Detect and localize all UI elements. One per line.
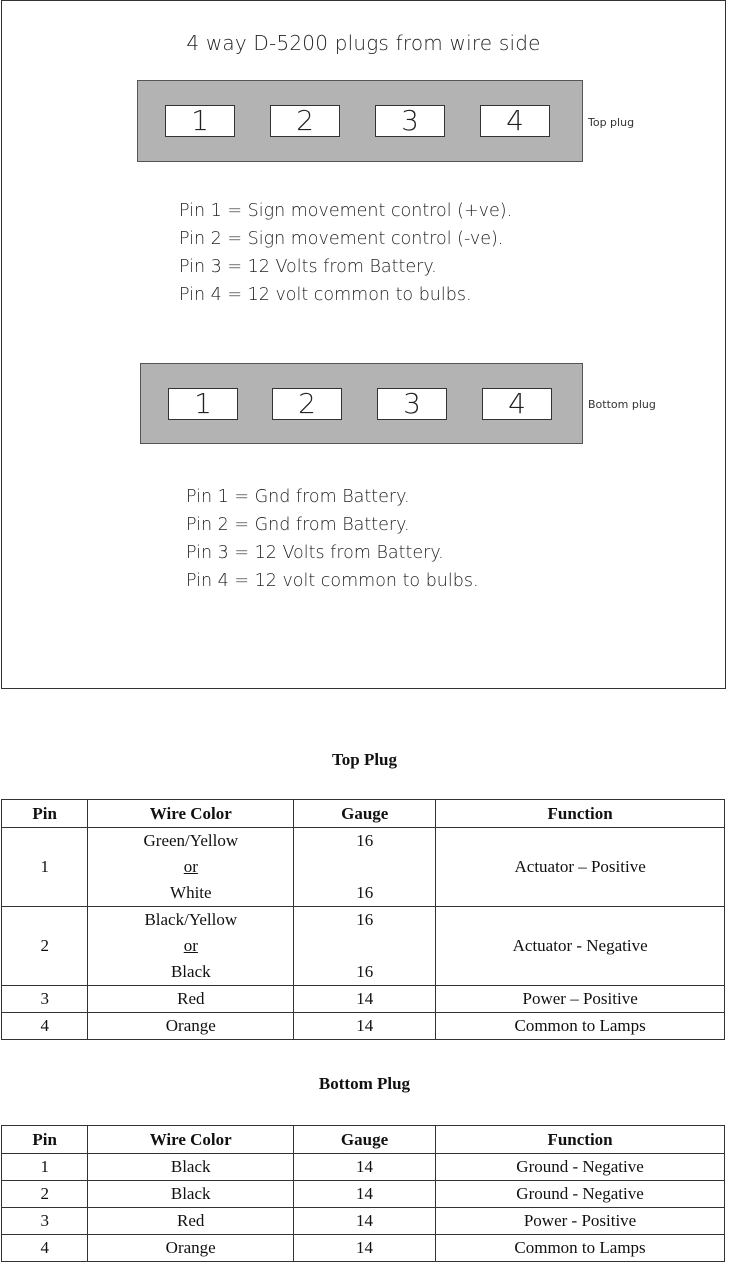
cell-wire-color: Red: [88, 1208, 294, 1235]
header-function: Function: [436, 1126, 725, 1154]
cell-pin: 1: [2, 1154, 88, 1181]
gauge-value: 16: [356, 883, 374, 902]
table-row: [2, 986, 725, 1013]
cell-wire-color: Black: [88, 1181, 294, 1208]
cell-pin: 3: [2, 1208, 88, 1235]
header-wire-color: Wire Color: [88, 800, 294, 828]
table-row: [2, 907, 725, 986]
bottom-plug-desc-3: Pin 3 = 12 Volts from Battery.: [186, 543, 444, 563]
or-separator: or: [183, 857, 198, 876]
cell-gauge: 14: [293, 1235, 435, 1262]
header-pin: Pin: [2, 1126, 88, 1154]
cell-gauge: 14: [294, 986, 436, 1013]
top-plug-table: [1, 799, 725, 1040]
bottom-plug-pin-4: 4: [482, 388, 552, 420]
header-gauge: Gauge: [294, 800, 436, 828]
bottom-plug-connector: [140, 363, 583, 444]
bottom-plug-desc-2: Pin 2 = Gnd from Battery.: [186, 515, 410, 535]
top-plug-pin-3: 3: [375, 105, 445, 137]
cell-wire-color: Black: [88, 1154, 294, 1181]
header-gauge: Gauge: [293, 1126, 435, 1154]
cell-pin: 2: [2, 1181, 88, 1208]
top-plug-connector: [137, 80, 583, 162]
cell-gauge: 14: [293, 1154, 435, 1181]
top-plug-pin-4: 4: [480, 105, 550, 137]
table-header-row: [2, 1126, 725, 1154]
plug-diagram: [1, 0, 726, 689]
top-plug-label: Top plug: [588, 116, 635, 129]
bottom-plug-pin-1: 1: [168, 388, 238, 420]
cell-function: Actuator - Negative: [436, 907, 725, 986]
bottom-plug-table: [1, 1125, 725, 1262]
table-row: [2, 1235, 725, 1262]
cell-wire-color: [88, 828, 294, 907]
header-pin: Pin: [2, 800, 88, 828]
cell-gauge: 14: [293, 1181, 435, 1208]
bottom-plug-desc-4: Pin 4 = 12 volt common to bulbs.: [186, 571, 479, 591]
top-plug-pin-2: 2: [270, 105, 340, 137]
top-plug-desc-3: Pin 3 = 12 Volts from Battery.: [179, 257, 437, 277]
header-function: Function: [436, 800, 725, 828]
wire-color-option: Black: [170, 962, 211, 981]
cell-gauge: [294, 828, 436, 907]
cell-function: Common to Lamps: [436, 1235, 725, 1262]
cell-wire-color: Orange: [88, 1013, 294, 1040]
cell-gauge: 14: [294, 1013, 436, 1040]
cell-function: Ground - Negative: [436, 1154, 725, 1181]
top-plug-descriptions: [179, 197, 512, 309]
cell-wire-color: Orange: [88, 1235, 294, 1262]
table-row: [2, 1013, 725, 1040]
top-plug-desc-4: Pin 4 = 12 volt common to bulbs.: [179, 285, 472, 305]
cell-gauge: [294, 907, 436, 986]
top-plug-pin-1: 1: [165, 105, 235, 137]
table-row: [2, 1181, 725, 1208]
gauge-value: 16: [356, 831, 374, 850]
cell-function: Common to Lamps: [436, 1013, 725, 1040]
top-plug-desc-1: Pin 1 = Sign movement control (+ve).: [179, 201, 513, 221]
header-wire-color: Wire Color: [88, 1126, 294, 1154]
wire-color-option: White: [170, 883, 212, 902]
table-row: [2, 828, 725, 907]
cell-pin: 3: [2, 986, 88, 1013]
gauge-value: 16: [356, 962, 374, 981]
wire-color-option: Green/Yellow: [143, 831, 239, 850]
bottom-plug-pin-3: 3: [377, 388, 447, 420]
cell-pin: 2: [2, 907, 88, 986]
or-separator: or: [183, 936, 198, 955]
cell-pin: 4: [2, 1235, 88, 1262]
bottom-plug-descriptions: [186, 483, 479, 595]
bottom-table-title: Bottom Plug: [318, 1074, 411, 1093]
table-header-row: [2, 800, 725, 828]
table-row: [2, 1154, 725, 1181]
cell-pin: 1: [2, 828, 88, 907]
top-table-title: Top Plug: [331, 750, 398, 769]
diagram-title: 4 way D-5200 plugs from wire side: [186, 31, 541, 55]
bottom-plug-desc-1: Pin 1 = Gnd from Battery.: [186, 487, 410, 507]
cell-gauge: 14: [293, 1208, 435, 1235]
cell-function: Power - Positive: [436, 1208, 725, 1235]
bottom-plug-label: Bottom plug: [588, 398, 656, 411]
cell-wire-color: [88, 907, 294, 986]
cell-function: Ground - Negative: [436, 1181, 725, 1208]
table-row: [2, 1208, 725, 1235]
bottom-plug-pin-2: 2: [272, 388, 342, 420]
wire-color-option: Black/Yellow: [144, 910, 238, 929]
cell-wire-color: Red: [88, 986, 294, 1013]
cell-function: Actuator – Positive: [436, 828, 725, 907]
top-plug-desc-2: Pin 2 = Sign movement control (-ve).: [179, 229, 504, 249]
gauge-value: 16: [356, 910, 374, 929]
cell-pin: 4: [2, 1013, 88, 1040]
cell-function: Power – Positive: [436, 986, 725, 1013]
